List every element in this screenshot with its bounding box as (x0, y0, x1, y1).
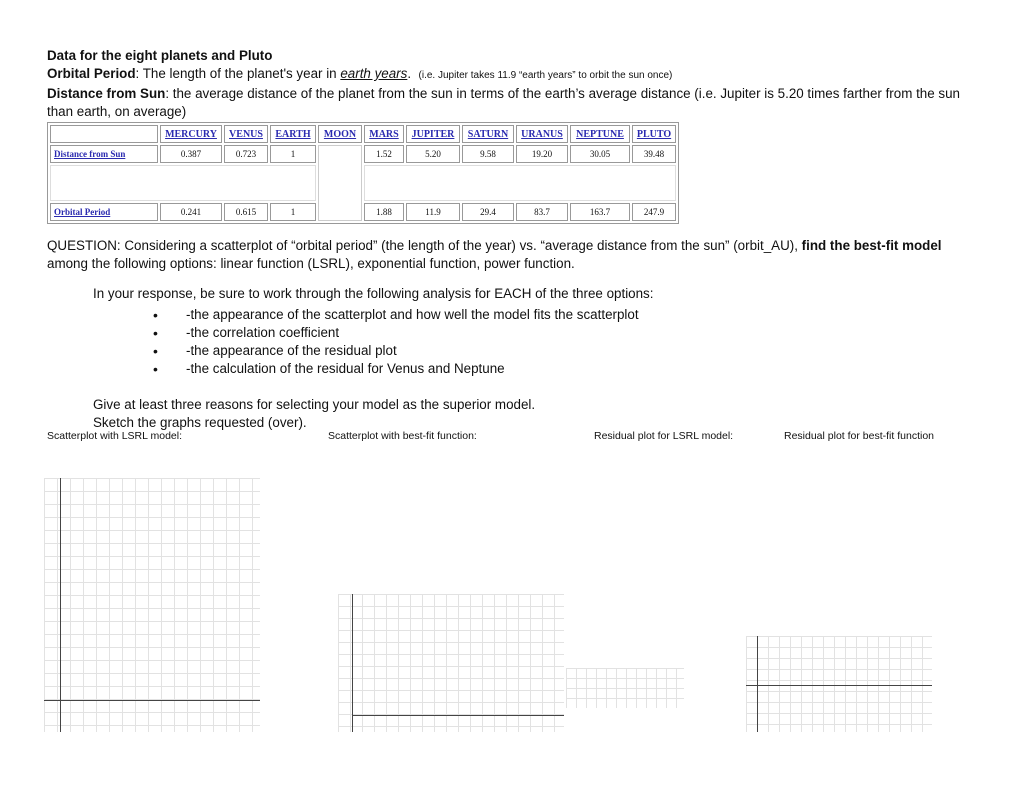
distance-row-label: Distance from Sun (50, 145, 158, 163)
orbital-def-end: . (407, 66, 412, 81)
orbital-def-text: : The length of the planet's year in (135, 66, 341, 81)
graph-label-bestfit-residual: Residual plot for best-fit function (784, 430, 934, 442)
table-cell: 11.9 (406, 203, 460, 221)
header-uranus: URANUS (516, 125, 568, 143)
table-cell: 0.615 (224, 203, 268, 221)
graph-grid-lsrl-residual[interactable] (566, 668, 684, 708)
table-cell: 163.7 (570, 203, 630, 221)
table-cell: 30.05 (570, 145, 630, 163)
table-cell: 1 (270, 145, 316, 163)
question-emphasis: find the best-fit model (801, 238, 942, 253)
table-cell: 5.20 (406, 145, 460, 163)
period-row-label: Orbital Period (50, 203, 158, 221)
intro-section (47, 47, 982, 121)
gap-cell (50, 165, 316, 201)
planet-data-table (47, 122, 679, 224)
earth-years-emphasis: earth years (340, 66, 408, 81)
orbital-period-definition (47, 65, 982, 85)
instruction-line: In your response, be sure to work through the following analysis for EACH of the three options: (93, 286, 654, 301)
question-text: QUESTION: Considering a scatterplot of “orbital period” (the length of the year) vs. “average distance from the sun” (orbit_AU), (47, 238, 802, 253)
sketch-line: Sketch the graphs requested (over). (93, 415, 307, 430)
header-jupiter: JUPITER (406, 125, 460, 143)
table-cell: 247.9 (632, 203, 676, 221)
table-cell: 29.4 (462, 203, 514, 221)
table-cell: 1 (270, 203, 316, 221)
list-item: • -the appearance of the residual plot (150, 342, 639, 360)
table-cell: 1.52 (364, 145, 404, 163)
header-moon: MOON (318, 125, 362, 143)
list-item: • -the correlation coefficient (150, 324, 639, 342)
graph-label-bestfit-scatter: Scatterplot with best-fit function: (328, 430, 477, 442)
distance-row (50, 145, 676, 163)
criteria-list (150, 306, 639, 378)
header-mercury: MERCURY (160, 125, 222, 143)
reasons-line: Give at least three reasons for selecting your model as the superior model. (93, 397, 536, 412)
intro-title: Data for the eight planets and Pluto (47, 48, 273, 63)
table-cell: 1.88 (364, 203, 404, 221)
header-mars: MARS (364, 125, 404, 143)
table-cell: 83.7 (516, 203, 568, 221)
orbital-term: Orbital Period (47, 66, 136, 81)
moon-empty-cell (318, 145, 362, 221)
distance-def-text: : the average distance of the planet from the sun in terms of the earth’s average distance (i.e. Jupiter is 5.20 times farther from the sun than earth, on average) (47, 86, 960, 119)
table-cell: 0.387 (160, 145, 222, 163)
header-saturn: SATURN (462, 125, 514, 143)
header-venus: VENUS (224, 125, 268, 143)
question-block (47, 237, 982, 273)
graph-label-lsrl-residual: Residual plot for LSRL model: (594, 430, 734, 442)
question-text-end: among the following options: linear function (LSRL), exponential function, power function. (47, 256, 575, 271)
header-earth: EARTH (270, 125, 316, 143)
header-neptune: NEPTUNE (570, 125, 630, 143)
gap-cell (364, 165, 676, 201)
table-gap-row (50, 165, 676, 201)
distance-term: Distance from Sun (47, 86, 166, 101)
distance-definition (47, 85, 982, 121)
graph-grid-lsrl-scatter[interactable] (44, 478, 260, 732)
table-cell: 0.241 (160, 203, 222, 221)
graph-label-lsrl-scatter: Scatterplot with LSRL model: (47, 430, 183, 442)
reasons-block (93, 396, 535, 432)
table-corner-cell (50, 125, 158, 143)
table-header-row (50, 125, 676, 143)
list-item: • -the calculation of the residual for Venus and Neptune (150, 360, 639, 378)
table-cell: 0.723 (224, 145, 268, 163)
table-cell: 39.48 (632, 145, 676, 163)
graph-grid-bestfit-residual[interactable] (746, 636, 932, 732)
graph-grid-bestfit-scatter[interactable] (338, 594, 564, 732)
table-cell: 9.58 (462, 145, 514, 163)
list-item: • -the appearance of the scatterplot and how well the model fits the scatterplot (150, 306, 639, 324)
header-pluto: PLUTO (632, 125, 676, 143)
orbital-note: (i.e. Jupiter takes 11.9 “earth years” to orbit the sun once) (418, 70, 673, 81)
table-cell: 19.20 (516, 145, 568, 163)
period-row (50, 203, 676, 221)
